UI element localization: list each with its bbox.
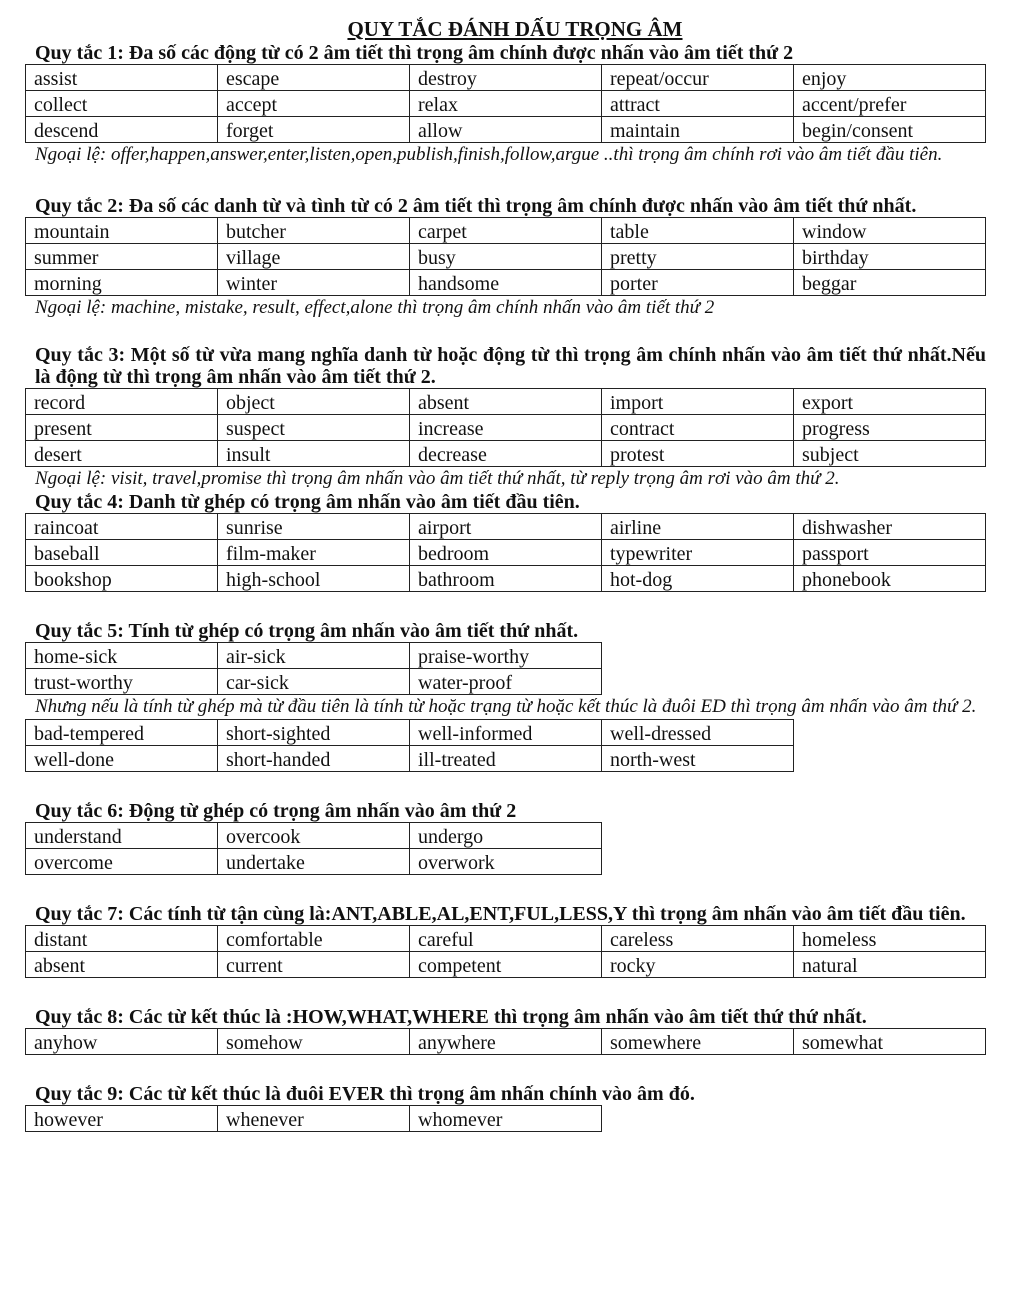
page-title: QUY TẮC ĐÁNH DẤU TRỌNG ÂM: [347, 17, 683, 41]
word-cell: porter: [602, 270, 794, 296]
word-cell: handsome: [410, 270, 602, 296]
table-row: [26, 117, 986, 143]
word-cell: butcher: [218, 218, 410, 244]
word-cell: beggar: [794, 270, 986, 296]
word-cell: allow: [410, 117, 602, 143]
table-row: [26, 849, 602, 875]
table-row: [26, 566, 986, 592]
word-cell: careless: [602, 926, 794, 952]
word-cell: ill-treated: [410, 746, 602, 772]
word-cell: anywhere: [410, 1029, 602, 1055]
word-cell: phonebook: [794, 566, 986, 592]
table-row: [26, 1029, 986, 1055]
word-cell: understand: [26, 823, 218, 849]
word-cell: trust-worthy: [26, 669, 218, 695]
word-cell: hot-dog: [602, 566, 794, 592]
word-cell: desert: [26, 441, 218, 467]
word-cell: repeat/occur: [602, 65, 794, 91]
word-cell: however: [26, 1106, 218, 1132]
word-cell: natural: [794, 952, 986, 978]
word-cell: insult: [218, 441, 410, 467]
word-cell: somehow: [218, 1029, 410, 1055]
table-row: [26, 952, 986, 978]
word-cell: escape: [218, 65, 410, 91]
table-row: [26, 441, 986, 467]
rule-2: [24, 195, 986, 320]
rule-1-note: Ngoại lệ: offer,happen,answer,enter,listen,open,publish,finish,follow,argue ..thì trọng âm chính rơi vào âm tiết đầu tiên.: [35, 144, 943, 165]
word-cell: whomever: [410, 1106, 602, 1132]
table-row: [26, 218, 986, 244]
word-cell: anyhow: [26, 1029, 218, 1055]
word-cell: undertake: [218, 849, 410, 875]
word-cell: suspect: [218, 415, 410, 441]
table-row: [26, 926, 986, 952]
word-cell: comfortable: [218, 926, 410, 952]
word-cell: baseball: [26, 540, 218, 566]
word-cell: contract: [602, 415, 794, 441]
word-cell: relax: [410, 91, 602, 117]
word-cell: airline: [602, 514, 794, 540]
table-row: [26, 389, 986, 415]
word-cell: water-proof: [410, 669, 602, 695]
word-cell: homeless: [794, 926, 986, 952]
word-cell: enjoy: [794, 65, 986, 91]
word-cell: descend: [26, 117, 218, 143]
table-row: [26, 244, 986, 270]
table-row: [26, 720, 794, 746]
rule-6: [24, 800, 986, 875]
word-cell: competent: [410, 952, 602, 978]
word-cell: carpet: [410, 218, 602, 244]
rule-9-table: [25, 1105, 602, 1132]
word-cell: sunrise: [218, 514, 410, 540]
word-cell: short-handed: [218, 746, 410, 772]
word-cell: pretty: [602, 244, 794, 270]
word-cell: high-school: [218, 566, 410, 592]
word-cell: somewhere: [602, 1029, 794, 1055]
word-cell: mountain: [26, 218, 218, 244]
word-cell: busy: [410, 244, 602, 270]
word-cell: maintain: [602, 117, 794, 143]
word-cell: praise-worthy: [410, 643, 602, 669]
word-cell: destroy: [410, 65, 602, 91]
word-cell: absent: [26, 952, 218, 978]
word-cell: short-sighted: [218, 720, 410, 746]
word-cell: dishwasher: [794, 514, 986, 540]
rule-6-table: [25, 822, 602, 875]
word-cell: progress: [794, 415, 986, 441]
word-cell: film-maker: [218, 540, 410, 566]
document: [24, 16, 986, 1132]
word-cell: car-sick: [218, 669, 410, 695]
word-cell: absent: [410, 389, 602, 415]
word-cell: typewriter: [602, 540, 794, 566]
word-cell: begin/consent: [794, 117, 986, 143]
word-cell: bedroom: [410, 540, 602, 566]
table-row: [26, 1106, 602, 1132]
rule-2-table: [25, 217, 986, 296]
rule-1-table: [25, 64, 986, 143]
rule-8-table: [25, 1028, 986, 1055]
rule-2-title: Quy tắc 2: Đa số các danh từ và tình từ có 2 âm tiết thì trọng âm chính được nhấn vào âm tiết thứ nhất.: [35, 195, 917, 217]
word-cell: protest: [602, 441, 794, 467]
word-cell: subject: [794, 441, 986, 467]
word-cell: attract: [602, 91, 794, 117]
word-cell: import: [602, 389, 794, 415]
word-cell: record: [26, 389, 218, 415]
rule-3-note: Ngoại lệ: visit, travel,promise thì trọng âm nhấn vào âm tiết thứ nhất, từ reply trọng âm rơi vào âm thứ 2.: [35, 468, 840, 489]
table-row: [26, 746, 794, 772]
word-cell: distant: [26, 926, 218, 952]
word-cell: somewhat: [794, 1029, 986, 1055]
word-cell: well-done: [26, 746, 218, 772]
word-cell: whenever: [218, 1106, 410, 1132]
rule-4: [24, 491, 986, 592]
word-cell: village: [218, 244, 410, 270]
rule-2-note: Ngoại lệ: machine, mistake, result, effect,alone thì trọng âm chính nhấn vào âm tiết thứ 2: [35, 297, 715, 318]
rule-7: [24, 903, 986, 978]
rule-5-note: Nhưng nếu là tính từ ghép mà từ đầu tiên là tính từ hoặc trạng từ hoặc kết thúc là đuôi ED thì trọng âm nhấn vào âm thứ 2.: [35, 696, 977, 717]
rule-3: [24, 344, 986, 491]
word-cell: careful: [410, 926, 602, 952]
rule-9: [24, 1083, 986, 1132]
table-row: [26, 415, 986, 441]
table-row: [26, 270, 986, 296]
word-cell: overcook: [218, 823, 410, 849]
word-cell: object: [218, 389, 410, 415]
word-cell: present: [26, 415, 218, 441]
rule-9-title: Quy tắc 9: Các từ kết thúc là đuôi EVER thì trọng âm nhấn chính vào âm đó.: [35, 1083, 695, 1105]
rule-8: [24, 1006, 986, 1055]
word-cell: birthday: [794, 244, 986, 270]
word-cell: raincoat: [26, 514, 218, 540]
word-cell: accept: [218, 91, 410, 117]
word-cell: overwork: [410, 849, 602, 875]
word-cell: well-dressed: [602, 720, 794, 746]
word-cell: well-informed: [410, 720, 602, 746]
word-cell: passport: [794, 540, 986, 566]
word-cell: assist: [26, 65, 218, 91]
word-cell: increase: [410, 415, 602, 441]
word-cell: accent/prefer: [794, 91, 986, 117]
word-cell: bookshop: [26, 566, 218, 592]
rule-7-table: [25, 925, 986, 978]
word-cell: north-west: [602, 746, 794, 772]
rule-3-table: [25, 388, 986, 467]
word-cell: winter: [218, 270, 410, 296]
table-row: [26, 514, 986, 540]
rule-6-title: Quy tắc 6: Động từ ghép có trọng âm nhấn vào âm thứ 2: [35, 800, 517, 822]
rule-8-title: Quy tắc 8: Các từ kết thúc là :HOW,WHAT,WHERE thì trọng âm nhấn vào âm tiết thứ thứ nhất.: [35, 1006, 867, 1028]
word-cell: rocky: [602, 952, 794, 978]
table-row: [26, 91, 986, 117]
rule-4-title: Quy tắc 4: Danh từ ghép có trọng âm nhấn vào âm tiết đầu tiên.: [35, 491, 580, 513]
word-cell: airport: [410, 514, 602, 540]
word-cell: decrease: [410, 441, 602, 467]
word-cell: home-sick: [26, 643, 218, 669]
word-cell: export: [794, 389, 986, 415]
rule-1-title: Quy tắc 1: Đa số các động từ có 2 âm tiết thì trọng âm chính được nhấn vào âm tiết thứ 2: [35, 42, 794, 64]
rule-1: [24, 42, 986, 167]
rule-5-title: Quy tắc 5: Tính từ ghép có trọng âm nhấn vào âm tiết thứ nhất.: [35, 620, 579, 642]
table-row: [26, 643, 602, 669]
rule-5-table: [25, 642, 602, 695]
word-cell: collect: [26, 91, 218, 117]
word-cell: forget: [218, 117, 410, 143]
table-row: [26, 823, 602, 849]
word-cell: summer: [26, 244, 218, 270]
table-row: [26, 540, 986, 566]
rule-5-table-2: [25, 719, 794, 772]
word-cell: table: [602, 218, 794, 244]
rule-7-title: Quy tắc 7: Các tính từ tận cùng là:ANT,ABLE,AL,ENT,FUL,LESS,Y thì trọng âm nhấn vào âm tiết đầu tiên.: [35, 903, 966, 925]
word-cell: undergo: [410, 823, 602, 849]
word-cell: bad-tempered: [26, 720, 218, 746]
word-cell: overcome: [26, 849, 218, 875]
word-cell: current: [218, 952, 410, 978]
word-cell: morning: [26, 270, 218, 296]
table-row: [26, 669, 602, 695]
rule-3-title: Quy tắc 3: Một số từ vừa mang nghĩa danh từ hoặc động từ thì trọng âm chính nhấn vào âm tiết thứ nhất.Nếu là động từ thì trọng âm nhấn vào âm tiết thứ 2.: [35, 344, 986, 388]
word-cell: bathroom: [410, 566, 602, 592]
word-cell: air-sick: [218, 643, 410, 669]
word-cell: window: [794, 218, 986, 244]
table-row: [26, 65, 986, 91]
rule-4-table: [25, 513, 986, 592]
rule-5: [24, 620, 986, 772]
